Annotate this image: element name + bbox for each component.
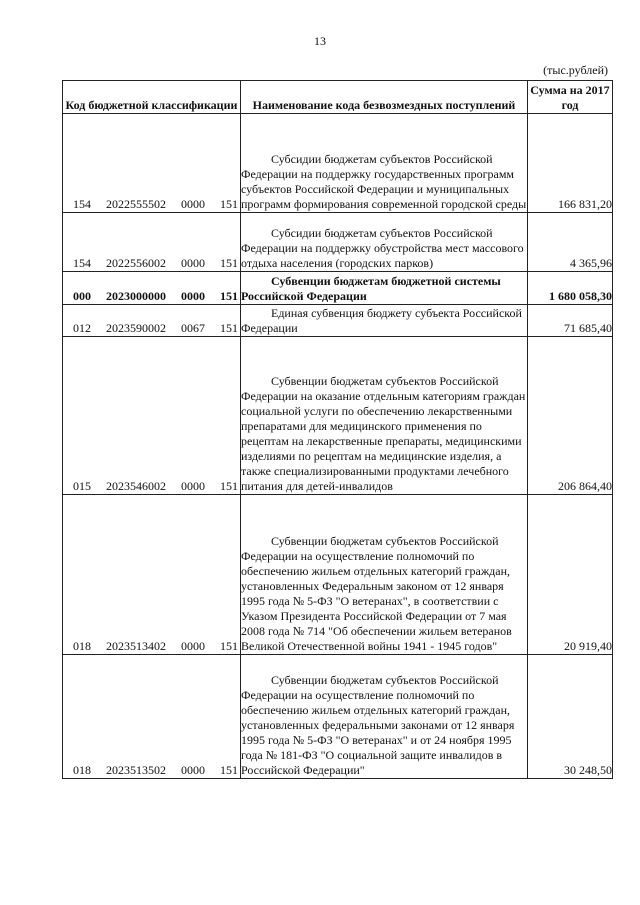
econ-code: 151 [220, 479, 238, 493]
program-code: 0000 [181, 479, 205, 493]
program-code: 0000 [181, 763, 205, 777]
budget-table [62, 80, 613, 779]
code-cell [63, 655, 241, 779]
code-cell [63, 114, 241, 213]
page-number: 13 [314, 34, 326, 48]
econ-code: 151 [220, 256, 238, 270]
econ-code: 151 [220, 289, 238, 303]
admin-code: 015 [73, 479, 91, 493]
sum-cell: 166 831,20 [528, 114, 613, 213]
name-rest: Российской Федерации на осуществление полномочий по обеспечению жильем отдельных категорий граждан, установленных федеральными законами от 12 января 1995 года № 5-ФЗ "О ветеранах" и от 24 ноября 1995 года № 181-ФЗ "О социальной защите инвалидов в Российской Федерации" [241, 673, 515, 777]
table-row [63, 495, 613, 655]
name-cell [241, 495, 528, 655]
revenue-code: 2023513402 [106, 639, 166, 653]
econ-code: 151 [220, 321, 238, 335]
header-sum: Сумма на 2017 год [528, 81, 613, 114]
name-lead: Единая субвенция бюджету субъекта [271, 306, 460, 320]
revenue-code: 2022555502 [106, 197, 166, 211]
code-cell [63, 337, 241, 495]
name-rest: Российской Федерации [241, 289, 367, 303]
revenue-code: 2023000000 [106, 289, 166, 303]
name-lead: Субвенции бюджетам субъектов [271, 673, 437, 687]
name-rest: Российской Федерации на оказание отдельным категориям граждан социальной услуги по обеспечению лекарственными препаратами для медицинского применения по рецептам на лекарственные препараты, медицинскими изделиями по рецептам на медицинские изделия, а также специализированными продуктами лечебного питания для детей-инвалидов [241, 374, 526, 493]
admin-code: 154 [73, 197, 91, 211]
revenue-code: 2023546002 [106, 479, 166, 493]
name-cell [241, 655, 528, 779]
sum-cell: 206 864,40 [528, 337, 613, 495]
sum-cell: 71 685,40 [528, 305, 613, 337]
program-code: 0000 [181, 197, 205, 211]
revenue-code: 2022556002 [106, 256, 166, 270]
revenue-code: 2023513502 [106, 763, 166, 777]
program-code: 0067 [181, 321, 205, 335]
table-header-row [63, 81, 613, 114]
name-rest: Федерации на поддержку обустройства мест массового отдыха населения (городских парков) [241, 241, 524, 270]
name-cell [241, 305, 528, 337]
admin-code: 018 [73, 763, 91, 777]
table-row [63, 337, 613, 495]
name-lead: Субсидии бюджетам субъектов Российской [271, 152, 493, 166]
sum-cell: 20 919,40 [528, 495, 613, 655]
econ-code: 151 [220, 639, 238, 653]
table-row [63, 272, 613, 305]
code-cell [63, 272, 241, 305]
admin-code: 012 [73, 321, 91, 335]
admin-code: 000 [73, 289, 91, 303]
admin-code: 154 [73, 256, 91, 270]
econ-code: 151 [220, 197, 238, 211]
name-lead: Субвенции бюджетам бюджетной системы [271, 274, 501, 288]
name-cell [241, 272, 528, 305]
program-code: 0000 [181, 289, 205, 303]
admin-code: 018 [73, 639, 91, 653]
name-rest: Федерации на поддержку государственных программ субъектов Российской Федерации и муниципальных программ формирования современной городской среды [241, 167, 527, 211]
code-cell [63, 495, 241, 655]
name-rest: Российской Федерации на осуществление полномочий по обеспечению жильем отдельных категорий граждан, установленных Федеральным законом от 12 января 1995 года № 5-ФЗ "О ветеранах", в соответствии с Указом Президента Российской Федерации от 7 мая 2008 года № 714 "Об обеспечении жильем ветеранов Великой Отечественной войны 1941 - 1945 годов" [241, 534, 512, 653]
name-cell [241, 114, 528, 213]
header-name: Наименование кода безвозмездных поступлений [241, 81, 528, 114]
table-row [63, 655, 613, 779]
name-cell [241, 337, 528, 495]
sum-cell: 1 680 058,30 [528, 272, 613, 305]
header-code: Код бюджетной классификации [63, 81, 241, 114]
name-cell [241, 213, 528, 272]
name-lead: Субвенции бюджетам субъектов [271, 534, 437, 548]
econ-code: 151 [220, 763, 238, 777]
program-code: 0000 [181, 639, 205, 653]
name-rest: Российской Федерации [241, 306, 522, 335]
revenue-code: 2023590002 [106, 321, 166, 335]
table-row [63, 213, 613, 272]
table-row [63, 305, 613, 337]
code-cell [63, 305, 241, 337]
sum-cell: 30 248,50 [528, 655, 613, 779]
units-label: (тыс.рублей) [543, 63, 608, 77]
name-lead: Субвенции бюджетам субъектов [271, 374, 437, 388]
program-code: 0000 [181, 256, 205, 270]
sum-cell: 4 365,96 [528, 213, 613, 272]
table-row [63, 114, 613, 213]
code-cell [63, 213, 241, 272]
name-lead: Субсидии бюджетам субъектов Российской [271, 226, 493, 240]
